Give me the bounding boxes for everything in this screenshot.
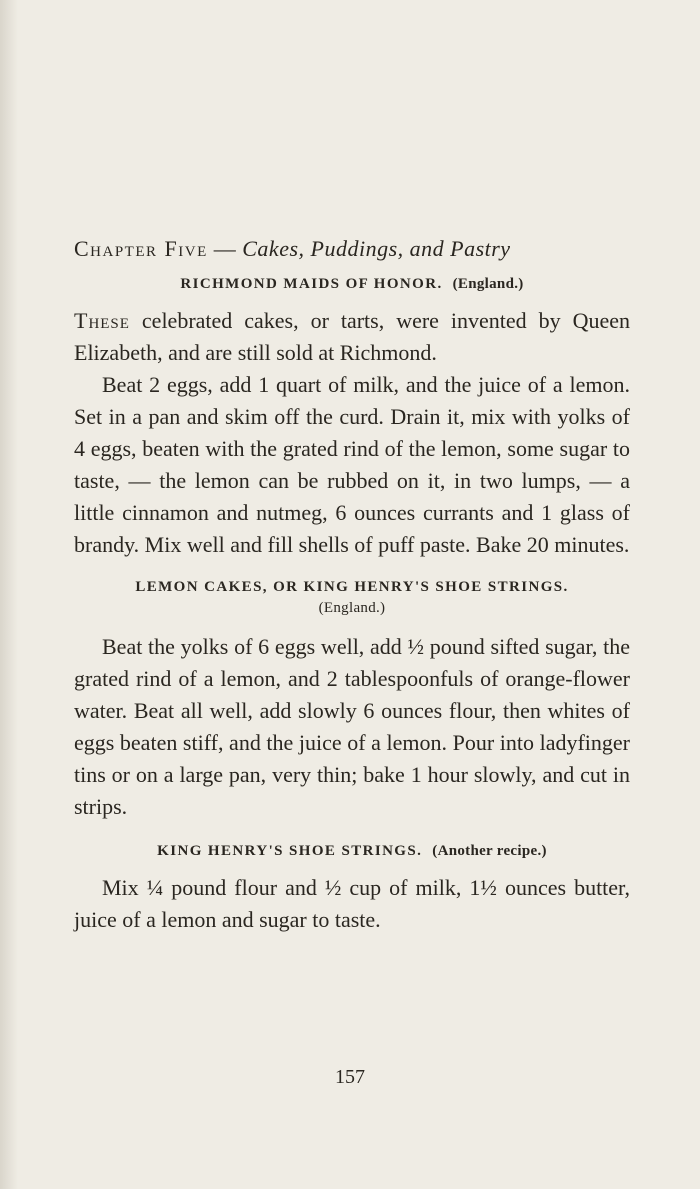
recipe-lemon-cakes <box>74 579 630 823</box>
paragraph-lead-word: These <box>74 308 130 333</box>
recipe-method-paragraph: Mix ¼ pound flour and ½ cup of milk, 1½ ounces butter, juice of a lemon and sugar to taste. <box>74 875 630 932</box>
running-head <box>74 236 630 262</box>
recipe-method-paragraph: Beat the yolks of 6 eggs well, add ½ pound sifted sugar, the grated rind of a lemon, and 2 tablespoonfuls of orange-flower water. Beat all well, add slowly 6 ounces flour, then whites of eggs beaten stiff, and the juice of a lemon. Pour into ladyfinger tins or on a large pan, very thin; bake 1 hour slowly, and cut in strips. <box>74 634 630 819</box>
chapter-subtitle: Cakes, Puddings, and Pastry <box>242 236 511 261</box>
page-edge-shadow <box>0 0 18 1189</box>
recipe-origin: (England.) <box>318 600 386 616</box>
recipe-method-paragraph: Beat 2 eggs, add 1 quart of milk, and the juice of a lemon. Set in a pan and skim off the curd. Drain it, mix with yolks of 4 eggs, beaten with the grated rind of the lemon, some sugar to taste, — the lemon can be rubbed on it, in two lumps, — a little cinnamon and nutmeg, 6 ounces currants and 1 glass of brandy. Mix well and fill shells of puff paste. Bake 20 minutes. <box>74 372 630 557</box>
book-page <box>74 236 630 936</box>
recipe-origin: (Another recipe.) <box>432 843 547 859</box>
recipe-title <box>74 843 630 860</box>
recipe-title-text: RICHMOND MAIDS OF HONOR. <box>180 276 443 292</box>
recipe-title: LEMON CAKES, OR KING HENRY'S SHOE STRINGS. <box>135 579 569 595</box>
recipe-origin: (England.) <box>452 276 524 292</box>
recipe-richmond-maids-of-honor <box>74 276 630 561</box>
chapter-label: Chapter Five <box>74 236 208 261</box>
page-number: 157 <box>335 1066 365 1088</box>
recipe-title-text: KING HENRY'S SHOE STRINGS. <box>157 843 423 859</box>
recipe-intro-paragraph <box>74 305 630 369</box>
recipe-king-henrys-shoe-strings <box>74 843 630 936</box>
running-head-dash: — <box>207 236 243 261</box>
recipe-title <box>74 276 630 293</box>
paragraph-text: celebrated cakes, or tarts, were invented by Queen Elizabeth, and are still sold at Richmond. <box>74 308 630 365</box>
